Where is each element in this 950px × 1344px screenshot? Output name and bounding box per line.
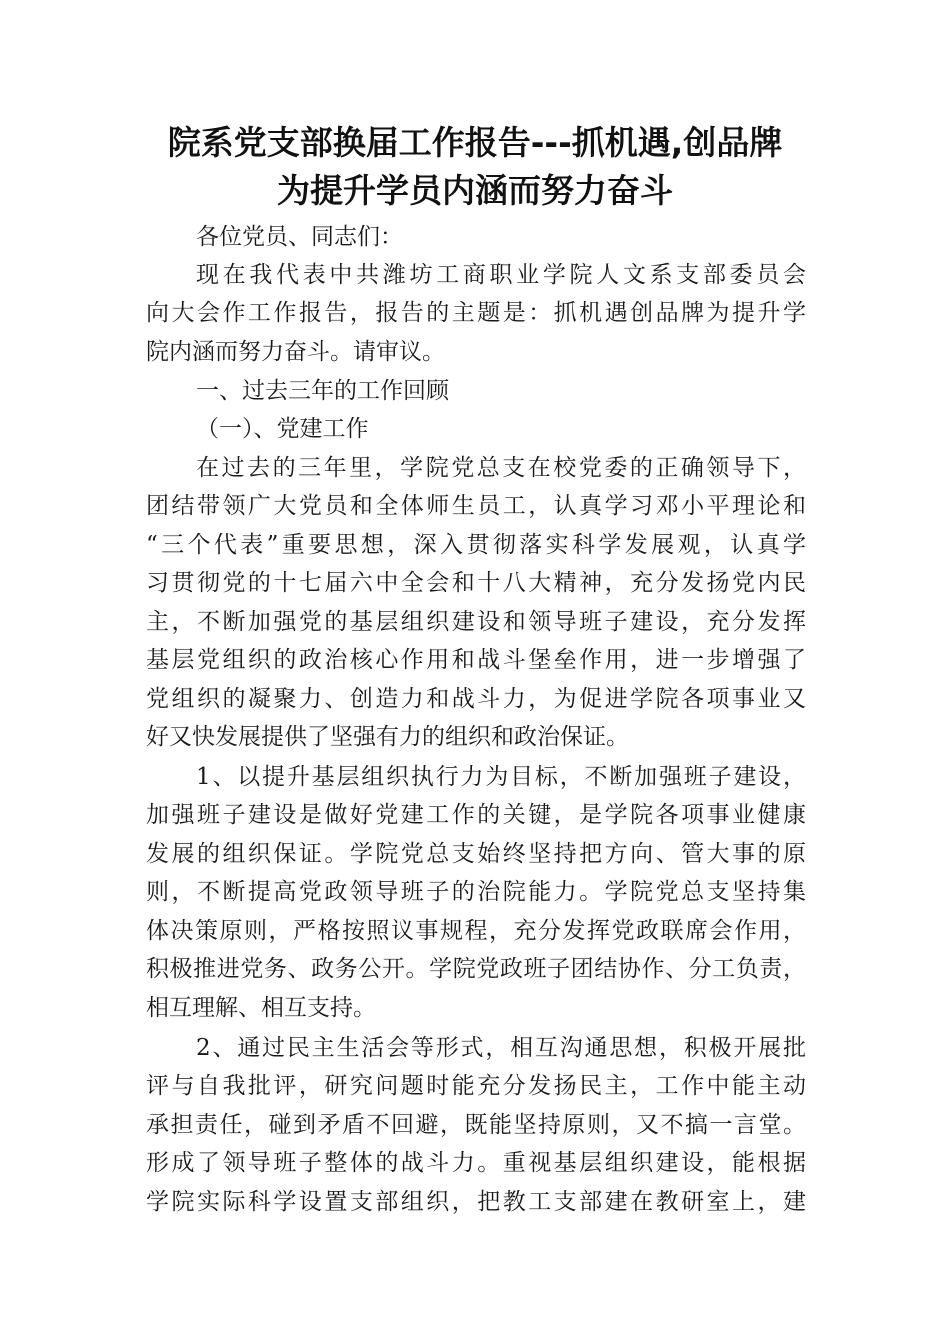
- paragraph-line: 学院实际科学设置支部组织，把教工支部建在教研室上，建: [146, 1189, 806, 1215]
- paragraph-line: 向大会作工作报告，报告的主题是：抓机遇创品牌为提升学: [146, 300, 806, 326]
- paragraph-line: 发展的组织保证。学院党总支始终坚持把方向、管大事的原: [146, 841, 806, 867]
- section-heading: 一、过去三年的工作回顾: [196, 378, 449, 404]
- paragraph-line: 则，不断提高党政领导班子的治院能力。学院党总支坚持集: [146, 879, 806, 905]
- salutation: 各位党员、同志们：: [196, 224, 403, 250]
- document-title-line-2: 为提升学员内涵而努力奋斗: [277, 171, 673, 210]
- paragraph-line: 2、通过民主生活会等形式，相互沟通思想，积极开展批: [196, 1035, 806, 1061]
- paragraph-line: 现在我代表中共潍坊工商职业学院人文系支部委员会: [196, 262, 806, 288]
- paragraph-line: 评与自我批评，研究问题时能充分发扬民主，工作中能主动: [146, 1073, 806, 1099]
- paragraph-line: 主，不断加强党的基层组织建设和领导班子建设，充分发挥: [146, 609, 806, 635]
- paragraph-line: 承担责任，碰到矛盾不回避，既能坚持原则，又不搞一言堂。: [146, 1112, 806, 1138]
- paragraph-line: 体决策原则，严格按照议事规程，充分发挥党政联席会作用，: [146, 918, 806, 944]
- paragraph-line: 好又快发展提供了坚强有力的组织和政治保证。: [146, 724, 629, 750]
- paragraph-line: 党组织的凝聚力、创造力和战斗力，为促进学院各项事业又: [146, 686, 806, 712]
- paragraph-line: 习贯彻党的十七届六中全会和十八大精神，充分发扬党内民: [146, 570, 806, 596]
- paragraph-line: 院内涵而努力奋斗。请审议。: [146, 339, 445, 365]
- paragraph-line: 积极推进党务、政务公开。学院党政班子团结协作、分工负责，: [146, 956, 806, 982]
- paragraph-line: 基层党组织的政治核心作用和战斗堡垒作用，进一步增强了: [146, 647, 806, 673]
- paragraph-line: 在过去的三年里，学院党总支在校党委的正确领导下，: [196, 455, 806, 481]
- paragraph-line: 加强班子建设是做好党建工作的关键，是学院各项事业健康: [146, 802, 806, 828]
- paragraph-line: “三个代表”重要思想，深入贯彻落实科学发展观，认真学: [146, 532, 806, 558]
- paragraph-line: 相互理解、相互支持。: [146, 995, 376, 1021]
- paragraph-line: 1、以提升基层组织执行力为目标，不断加强班子建设，: [196, 764, 806, 790]
- subsection-heading: （一）、党建工作: [196, 416, 369, 442]
- paragraph-line: 形成了领导班子整体的战斗力。重视基层组织建设，能根据: [146, 1150, 806, 1176]
- paragraph-line: 团结带领广大党员和全体师生员工，认真学习邓小平理论和: [146, 493, 806, 519]
- document-title-line-1: 院系党支部换届工作报告---抓机遇,创品牌: [167, 123, 783, 162]
